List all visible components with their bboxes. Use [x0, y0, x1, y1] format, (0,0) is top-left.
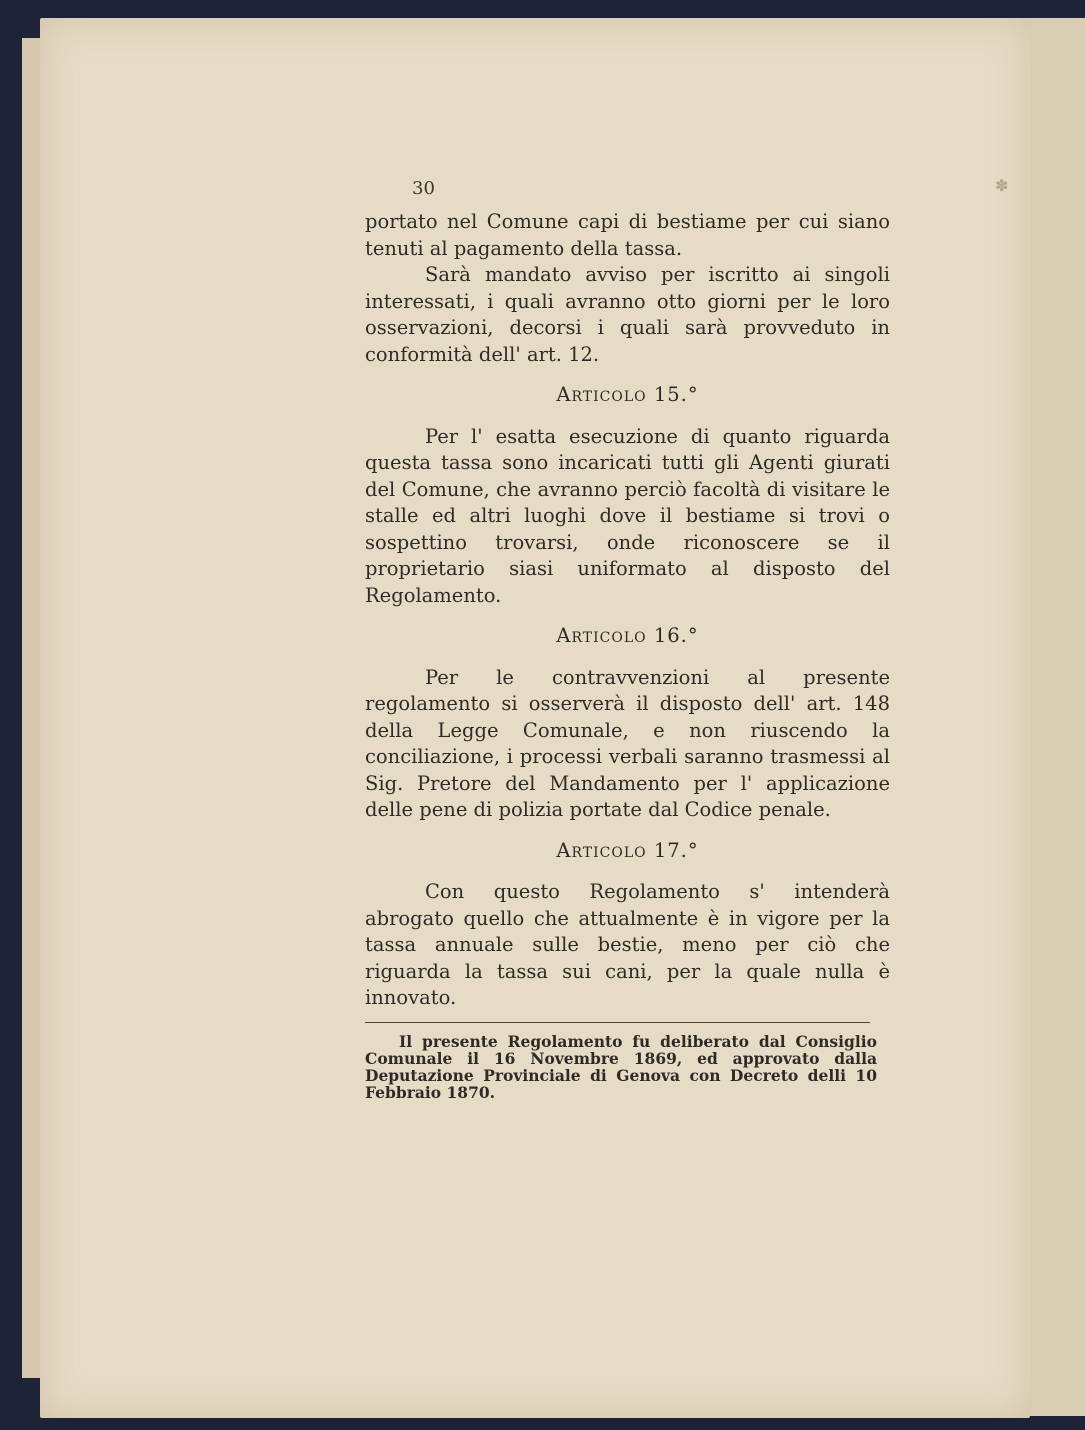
page-body [365, 178, 890, 1101]
paper-stain: ✽ [995, 176, 1009, 195]
article-17-heading: Articolo 17.° [556, 838, 699, 862]
article-16-heading: Articolo 16.° [556, 624, 699, 647]
notice-paragraph: Sarà mandato avviso per iscritto ai singoli interessati, i quali avranno otto giorni per le loro osservazioni, decorsi i quali sarà provveduto in conformità dell' art. 12. [365, 263, 890, 366]
article-15-heading: Articolo 15.° [556, 383, 699, 406]
continued-paragraph: portato nel Comune capi di bestiame per cui siano tenuti al pagamento della tassa. [365, 210, 890, 260]
footnote [365, 1033, 877, 1101]
footnote-text: Il presente Regolamento fu deliberato dal Consiglio Comunale il 16 Novembre 1869, ed approvato dalla Deputazione Provinciale di Genova con Decreto delli 10 Febbraio 1870. [365, 1031, 877, 1102]
footnote-divider [365, 1022, 870, 1023]
article-15-text: Per l' esatta esecuzione di quanto riguarda questa tassa sono incaricati tutti gli Agenti giurati del Comune, che avranno perciò facoltà di visitare le stalle ed altri luoghi dove il bestiame si trovi o sospettino trovarsi, onde riconoscere se il proprietario siasi uniformato al disposto del Regolamento. [365, 424, 890, 607]
page-number: 30 [412, 178, 435, 199]
article-17-text: Con questo Regolamento s' intenderà abrogato quello che attualmente è in vigore per la tassa annuale sulle bestie, meno per ciò che riguarda la tassa sui cani, per la quale nulla è innovato. [365, 880, 890, 1009]
article-16-text: Per le contravvenzioni al presente regolamento si osserverà il disposto dell' art. 148 della Legge Comunale, e non riuscendo la conciliazione, i processi verbali saranno trasmessi al Sig. Pretore del Mandamento per l' applicazione delle pene di polizia portate dal Codice penale. [365, 665, 890, 821]
